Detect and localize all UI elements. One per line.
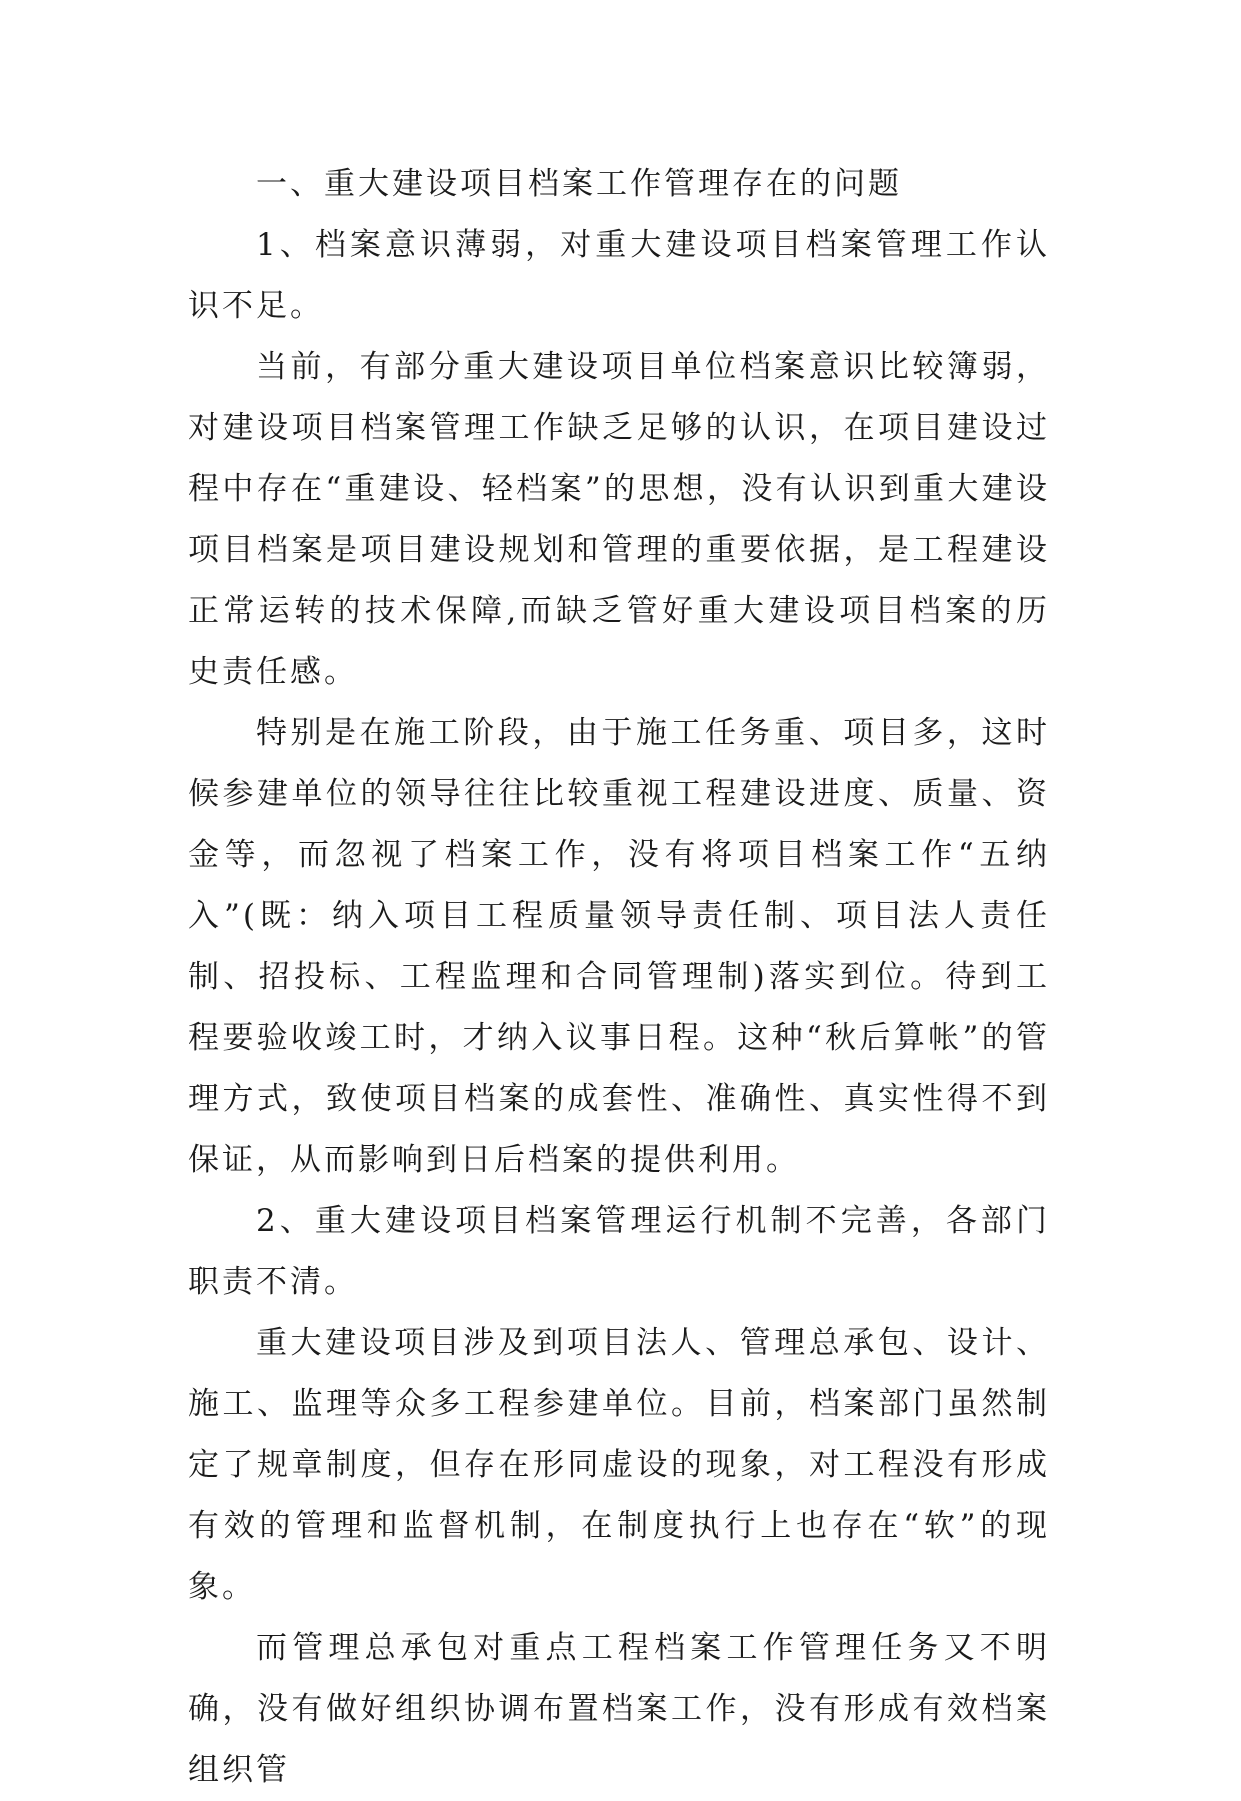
body-paragraph: 重大建设项目涉及到项目法人、管理总承包、设计、施工、监理等众多工程参建单位。目前，档案部门虽然制定了规章制度，但存在形同虚设的现象，对工程没有形成有效的管理和监督机制，在制度执行上也存在“软”的现象。 [188, 1325, 1050, 1605]
body-paragraph: 当前，有部分重大建设项目单位档案意识比较簿弱，对建设项目档案管理工作缺乏足够的认识，在项目建设过程中存在“重建设、轻档案”的思想，没有认识到重大建设项目档案是项目建设规划和管理的重要依据，是工程建设正常运转的技术保障,而缺乏管好重大建设项目档案的历史责任感。 [188, 349, 1050, 690]
body-paragraph: 而管理总承包对重点工程档案工作管理任务又不明确，没有做好组织协调布置档案工作，没有形成有效档案组织管 [188, 1630, 1050, 1788]
subsection-heading-2: 2、重大建设项目档案管理运行机制不完善，各部门职责不清。 [188, 1203, 1050, 1300]
subsection-heading-1: 1、档案意识薄弱，对重大建设项目档案管理工作认识不足。 [188, 227, 1050, 324]
body-paragraph: 特别是在施工阶段，由于施工任务重、项目多，这时候参建单位的领导往往比较重视工程建设进度、质量、资金等，而忽视了档案工作，没有将项目档案工作“五纳入”(既：纳入项目工程质量领导责任制、项目法人责任制、招投标、工程监理和合同管理制)落实到位。待到工程要验收竣工时，才纳入议事日程。这种“秋后算帐”的管理方式，致使项目档案的成套性、准确性、真实性得不到保证，从而影响到日后档案的提供利用。 [188, 715, 1050, 1178]
document-body [188, 154, 1050, 1801]
section-heading: 一、重大建设项目档案工作管理存在的问题 [256, 166, 902, 202]
